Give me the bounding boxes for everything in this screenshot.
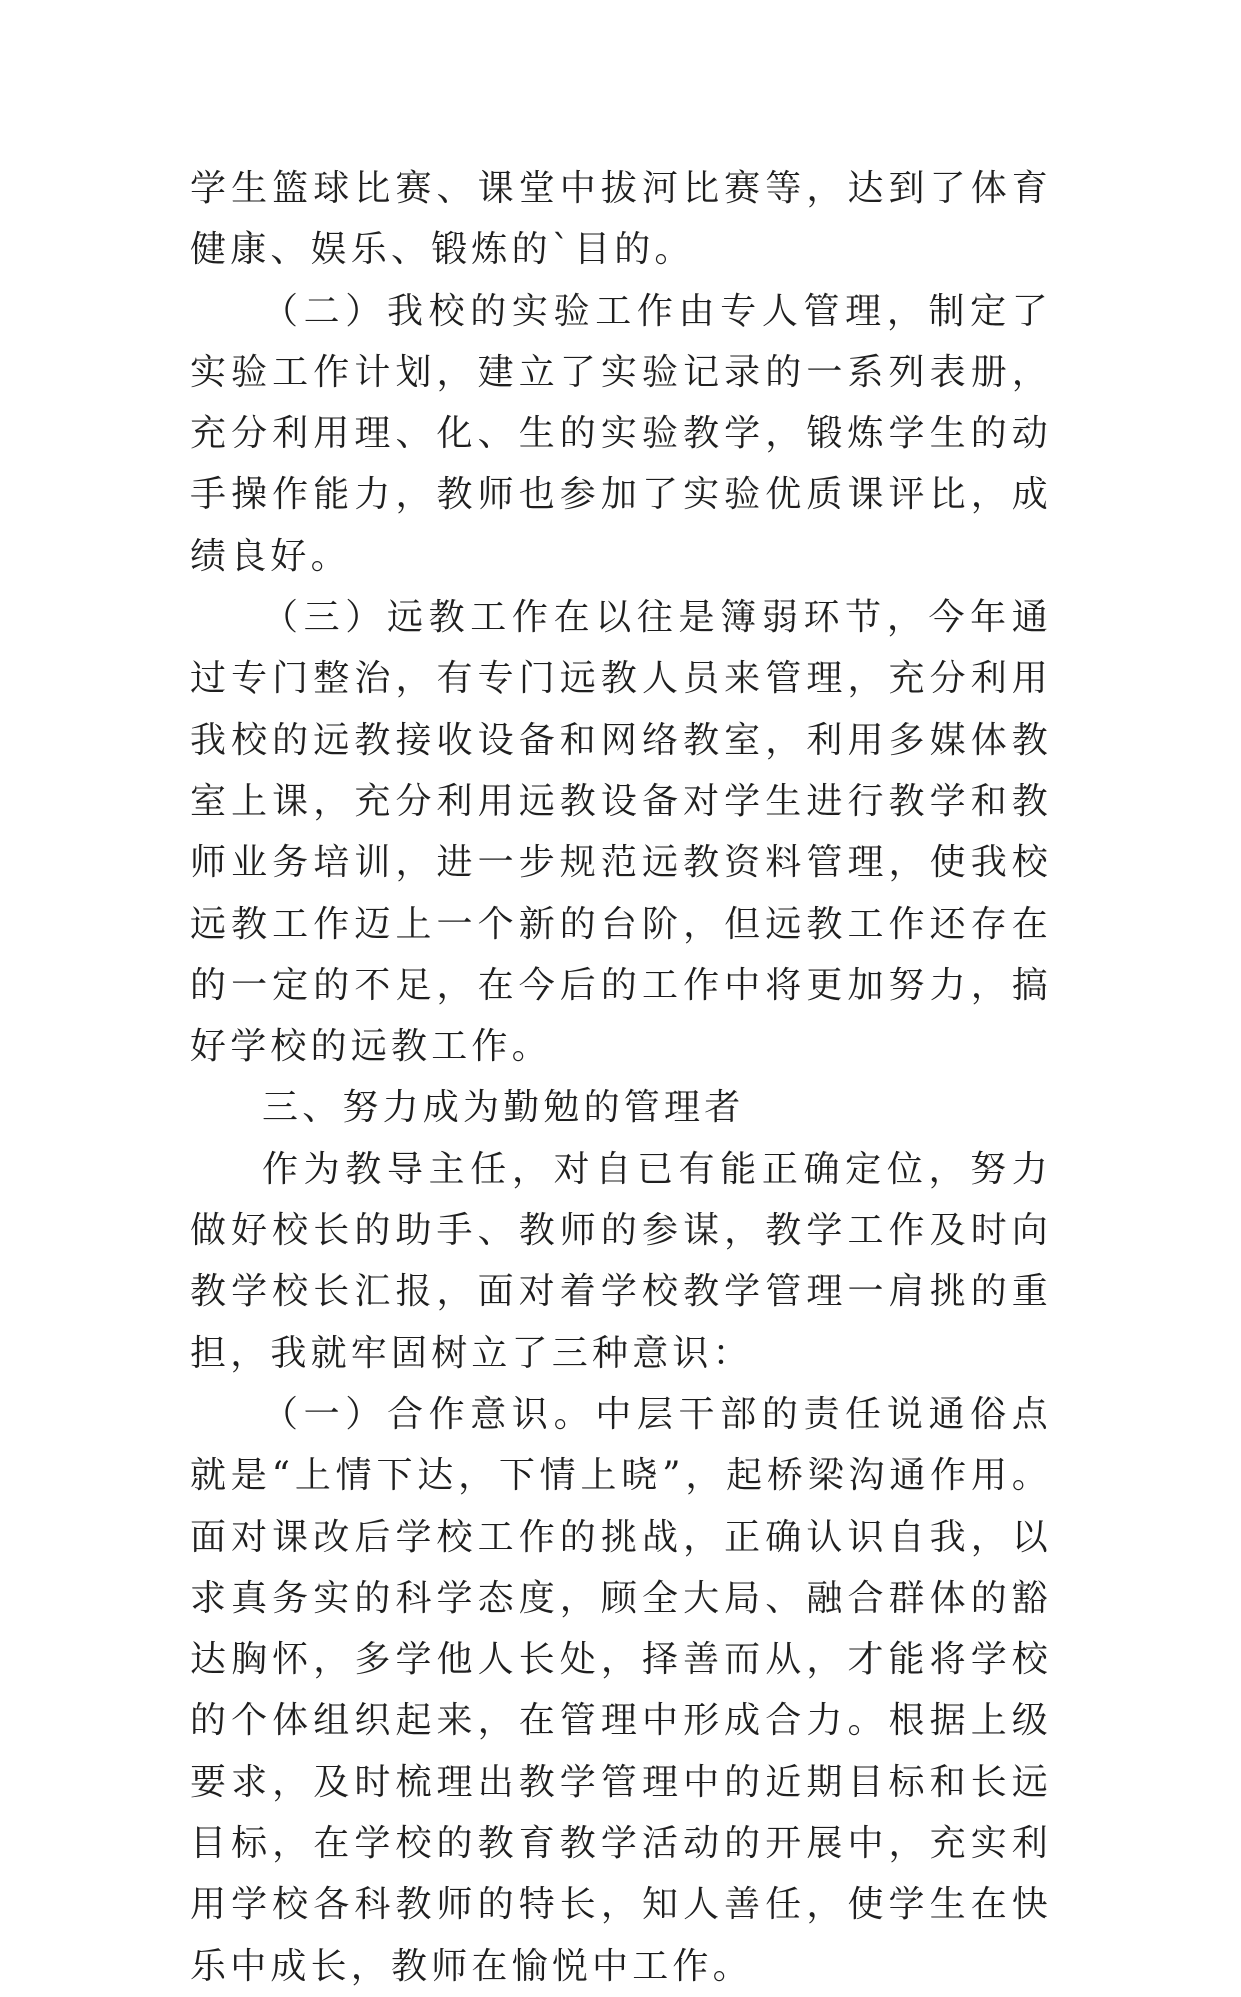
paragraph-cooperation-awareness: （一）合作意识。中层干部的责任说通俗点就是“上情下达，下情上晓”，起桥梁沟通作用。面对课改后学校工作的挑战，正确认识自我，以求真务实的科学态度，顾全大局、融合群体的豁达胸怀，多学他人长处，择善而从，才能将学校的个体组织起来，在管理中形成合力。根据上级要求，及时梳理出教学管理中的近期目标和长远目标，在学校的教育教学活动的开展中，充实利用学校各科教师的特长，知人善任，使学生在快乐中成长，教师在愉悦中工作。 (190, 1393, 1052, 1987)
section-heading: 三、努力成为勤勉的管理者 (262, 1087, 745, 1129)
paragraph-experiment-work: （二）我校的实验工作由专人管理，制定了实验工作计划，建立了实验记录的一系列表册，充分利用理、化、生的实验教学，锻炼学生的动手操作能力，教师也参加了实验优质课评比，成绩良好。 (190, 290, 1052, 577)
document-body (190, 158, 1052, 1997)
paragraph-director-role: 作为教导主任，对自已有能正确定位，努力做好校长的助手、教师的参谋，教学工作及时向教学校长汇报，面对着学校教学管理一肩挑的重担，我就牢固树立了三种意识： (190, 1148, 1052, 1374)
paragraph-distance-education: （三）远教工作在以往是簿弱环节，今年通过专门整治，有专门远教人员来管理，充分利用我校的远教接收设备和网络教室，利用多媒体教室上课，充分利用远教设备对学生进行教学和教师业务培训，进一步规范远教资料管理，使我校远教工作迈上一个新的台阶，但远教工作还存在的一定的不足，在今后的工作中将更加努力，搞好学校的远教工作。 (190, 597, 1052, 1068)
paragraph-continuation: 学生篮球比赛、课堂中拔河比赛等，达到了体育健康、娱乐、锻炼的`目的。 (190, 168, 1052, 271)
